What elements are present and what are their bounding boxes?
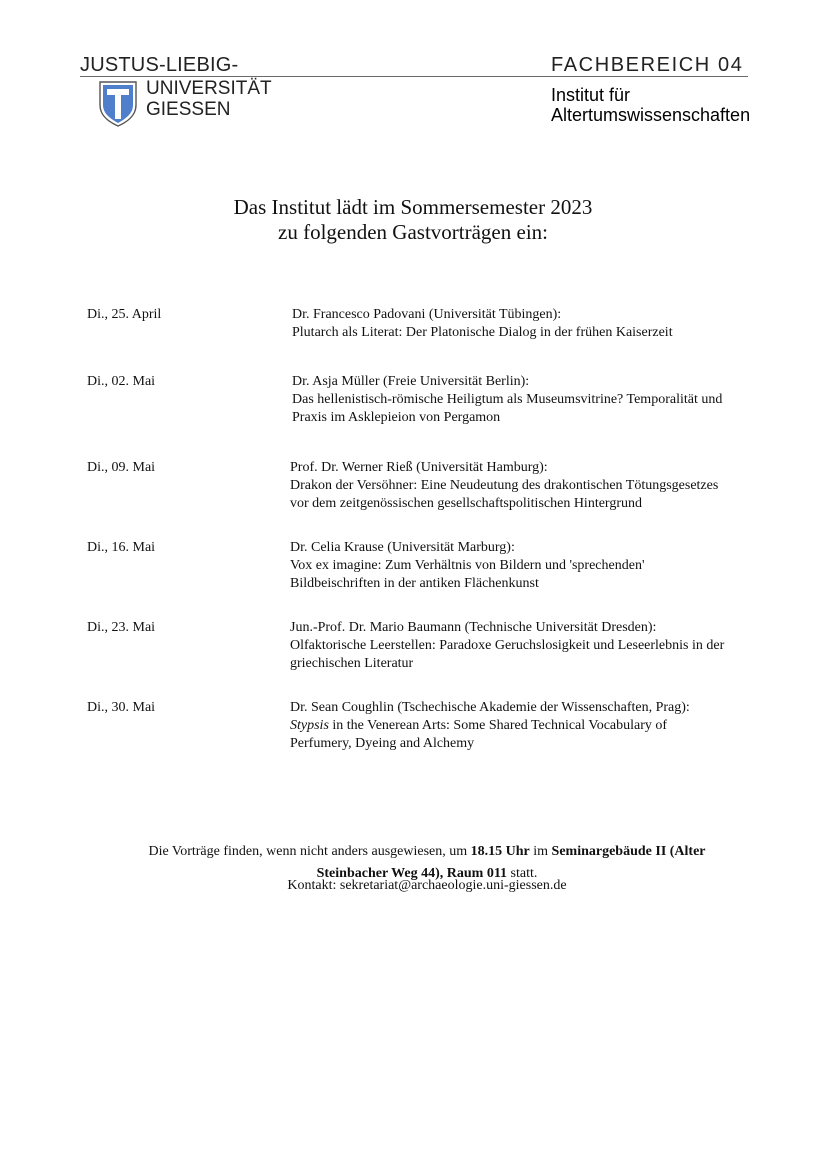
lecture-title-line: griechischen Literatur	[290, 656, 414, 671]
lecture-details	[290, 459, 770, 513]
institute-name-line2: Altertumswissenschaften	[551, 105, 751, 125]
lecture-details	[290, 699, 770, 753]
lecture-speaker: Prof. Dr. Werner Rieß (Universität Hamburg):	[290, 460, 548, 475]
lecture-title-line: Drakon der Versöhner: Eine Neudeutung des drakontischen Tötungsgesetzes	[290, 478, 719, 493]
department-label: FACHBEREICH 04	[551, 54, 744, 76]
lecture-title-line: Das hellenistisch-römische Heiligtum als Museumsvitrine? Temporalität und	[292, 392, 723, 407]
lecture-speaker: Jun.-Prof. Dr. Mario Baumann (Technische Universität Dresden):	[290, 620, 657, 635]
lecture-details	[290, 539, 770, 593]
heading-line1: Das Institut lädt im Sommersemester 2023	[233, 195, 593, 219]
institute-name-line1: Institut für	[551, 85, 631, 105]
lecture-title-rest: in the Venerean Arts: Some Shared Technical Vocabulary of	[328, 718, 668, 733]
university-name-line2: UNIVERSITÄT	[146, 78, 272, 99]
lecture-date: Di., 30. Mai	[87, 700, 156, 715]
lecture-date: Di., 02. Mai	[87, 374, 156, 389]
venue-time: 18.15 Uhr	[470, 844, 530, 859]
lecture-title-line: Praxis im Asklepieion von Pergamon	[292, 410, 501, 425]
venue-text: statt.	[507, 866, 538, 881]
lecture-details	[290, 619, 770, 673]
venue-location: Steinbacher Weg 44), Raum 011	[316, 866, 508, 881]
lecture-speaker: Dr. Sean Coughlin (Tschechische Akademie der Wissenschaften, Prag):	[290, 700, 690, 715]
lecture-title-line: Plutarch als Literat: Der Platonische Dialog in der frühen Kaiserzeit	[292, 325, 673, 340]
lecture-speaker: Dr. Francesco Padovani (Universität Tübingen):	[292, 307, 562, 322]
lecture-date: Di., 25. April	[87, 307, 162, 322]
lecture-title-italic: Stypsis	[290, 718, 329, 733]
lecture-title-line: Perfumery, Dyeing and Alchemy	[290, 736, 475, 751]
heading-line2: zu folgenden Gastvorträgen ein:	[278, 220, 548, 244]
page-heading	[0, 195, 826, 245]
venue-text: im	[529, 844, 552, 859]
lecture-title-line: Bildbeischriften in der antiken Flächenkunst	[290, 576, 539, 591]
venue-location: Seminargebäude II (Alter	[551, 844, 706, 859]
university-shield-icon	[99, 81, 137, 127]
lecture-details	[292, 373, 772, 427]
lecture-title-line: vor dem zeitgenössischen gesellschaftspolitischen Hintergrund	[290, 496, 642, 511]
lecture-date: Di., 09. Mai	[87, 460, 156, 475]
venue-text: Die Vorträge finden, wenn nicht anders ausgewiesen, um	[148, 844, 471, 859]
venue-line1	[0, 841, 826, 863]
contact-line: Kontakt: sekretariat@archaeologie.uni-giessen.de	[287, 878, 567, 893]
university-name-line1: JUSTUS-LIEBIG-	[80, 54, 239, 76]
lecture-title-line: Olfaktorische Leerstellen: Paradoxe Geruchslosigkeit und Leseerlebnis in der	[290, 638, 725, 653]
lecture-title-line: Vox ex imagine: Zum Verhältnis von Bildern und 'sprechenden'	[290, 558, 645, 573]
lecture-speaker: Dr. Asja Müller (Freie Universität Berlin):	[292, 374, 530, 389]
lecture-details	[292, 306, 772, 342]
lecture-speaker: Dr. Celia Krause (Universität Marburg):	[290, 540, 515, 555]
university-name-line3: GIESSEN	[146, 99, 231, 120]
lecture-date: Di., 23. Mai	[87, 620, 156, 635]
lecture-title-line	[290, 717, 770, 735]
lecture-date: Di., 16. Mai	[87, 540, 156, 555]
